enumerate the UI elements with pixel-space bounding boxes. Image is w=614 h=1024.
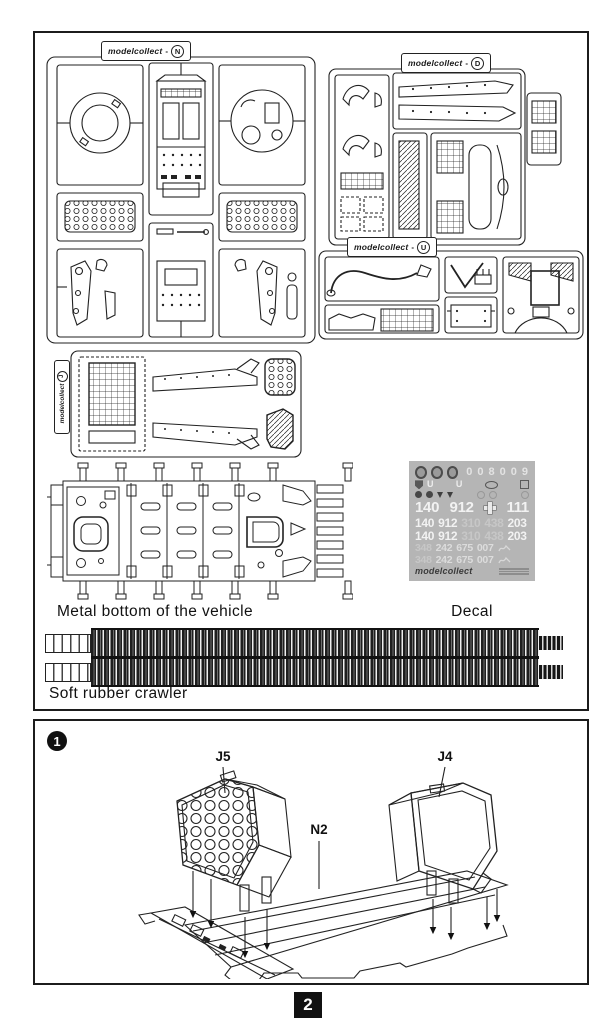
track-tail	[539, 665, 563, 679]
decal-number: 675	[456, 542, 473, 555]
decal-number: 140	[415, 499, 440, 517]
sprue-n-tag	[101, 41, 191, 61]
dash: -	[411, 242, 415, 252]
brand-text: modelcollect	[408, 58, 463, 68]
balkenkreuz-icon	[484, 502, 496, 514]
shield-icon	[415, 480, 423, 489]
decal-sheet	[409, 461, 535, 581]
decal-number: 203	[507, 528, 527, 543]
decal-digit: 0	[510, 466, 518, 478]
circle-icon	[489, 491, 497, 499]
track-band	[91, 628, 539, 658]
dot-icon	[426, 491, 433, 498]
decal-number: 242	[435, 542, 453, 555]
crawler-label: Soft rubber crawler	[49, 685, 188, 702]
sprue-u-tag	[347, 237, 437, 257]
step-number-badge: 1	[47, 731, 67, 751]
dash: -	[465, 58, 469, 68]
decal-number: 007	[476, 554, 494, 567]
signature-icon	[498, 544, 512, 553]
decal-number: 438	[484, 528, 504, 543]
decal-row-low-1	[415, 543, 529, 554]
triangle-icon	[437, 492, 443, 498]
page-number: 2	[294, 992, 322, 1018]
sprue-letter: N	[171, 45, 184, 58]
decal-row-large-numbers	[415, 500, 529, 515]
decal-row-low-2	[415, 555, 529, 566]
decal-label: Decal	[451, 603, 493, 620]
sprue-n	[45, 41, 319, 347]
decal-number: 348	[415, 542, 432, 555]
decal-number: 140	[415, 528, 435, 543]
sprue-j-tag	[54, 360, 70, 434]
decal-row-mid-2	[415, 530, 529, 542]
decal-footer	[415, 567, 529, 576]
part-label-j4: J4	[437, 749, 453, 764]
decal-row-small-marks	[415, 491, 529, 499]
sprue-n-drawing	[45, 55, 317, 345]
decal-digit: 0	[499, 466, 507, 478]
assembly-step-1-box	[33, 719, 589, 985]
fine-print	[499, 568, 529, 575]
sprue-j-drawing	[69, 349, 303, 459]
decal-letter: U	[427, 479, 434, 490]
rubber-track-strip	[45, 659, 563, 685]
sprue-u-drawing	[317, 249, 585, 341]
sprue-letter: J	[57, 371, 68, 382]
decal-number: 203	[507, 515, 527, 530]
decal-digit: 9	[521, 466, 529, 478]
decal-digit: 0	[466, 466, 474, 478]
sprue-d-tag	[401, 53, 491, 73]
circle-icon	[477, 491, 485, 499]
decal-number: 310	[461, 515, 481, 530]
sprue-u	[317, 237, 585, 341]
signature-icon	[498, 556, 512, 565]
decal-number: 912	[438, 515, 458, 530]
brand-text: modelcollect	[354, 242, 409, 252]
metal-bottom-drawing	[47, 461, 353, 601]
decal-row-insignia	[415, 480, 529, 489]
decal-digit: 8	[488, 466, 496, 478]
decal-number: 111	[506, 499, 529, 517]
decal-number: 007	[476, 542, 494, 555]
oval-icon	[485, 481, 498, 489]
triangle-icon	[447, 492, 453, 498]
brand-text: modelcollect	[108, 46, 163, 56]
decal-letter: U	[455, 479, 463, 490]
track-end-connector	[45, 634, 91, 653]
part-label-n2: N2	[310, 822, 328, 837]
decal-brand: modelcollect	[415, 566, 473, 576]
decal-number: 140	[415, 515, 435, 530]
square-icon	[520, 480, 529, 489]
rubber-track-strip	[45, 630, 563, 656]
part-label-j5: J5	[215, 749, 231, 764]
sprue-d	[327, 53, 563, 249]
roundel-icon	[415, 466, 427, 479]
decal-number: 348	[415, 554, 432, 567]
decal-row-emblems	[415, 466, 529, 479]
decal-number: 675	[456, 554, 473, 567]
dot-icon	[415, 491, 422, 498]
decal-number: 438	[484, 515, 504, 530]
dash: -	[165, 46, 169, 56]
sprue-letter: D	[471, 57, 484, 70]
decal-digit: 0	[477, 466, 485, 478]
parts-overview-box	[33, 31, 589, 711]
decal-number: 310	[461, 528, 481, 543]
decal-row-mid-1	[415, 517, 529, 529]
track-end-connector	[45, 663, 91, 682]
track-tail	[539, 636, 563, 650]
sprue-letter: U	[417, 241, 430, 254]
sprue-d-drawing	[327, 65, 563, 249]
track-band	[91, 657, 539, 687]
metal-bottom-label: Metal bottom of the vehicle	[57, 603, 254, 620]
brand-text: modelcollect	[58, 383, 66, 424]
roundel-icon	[431, 466, 443, 479]
decal-number: 242	[435, 554, 453, 567]
roundel-icon	[447, 466, 459, 479]
decal-number: 912	[438, 528, 458, 543]
circle-icon	[521, 491, 529, 499]
sprue-j	[51, 349, 303, 459]
decal-number: 912	[449, 499, 474, 517]
step-1-illustration	[35, 721, 583, 979]
